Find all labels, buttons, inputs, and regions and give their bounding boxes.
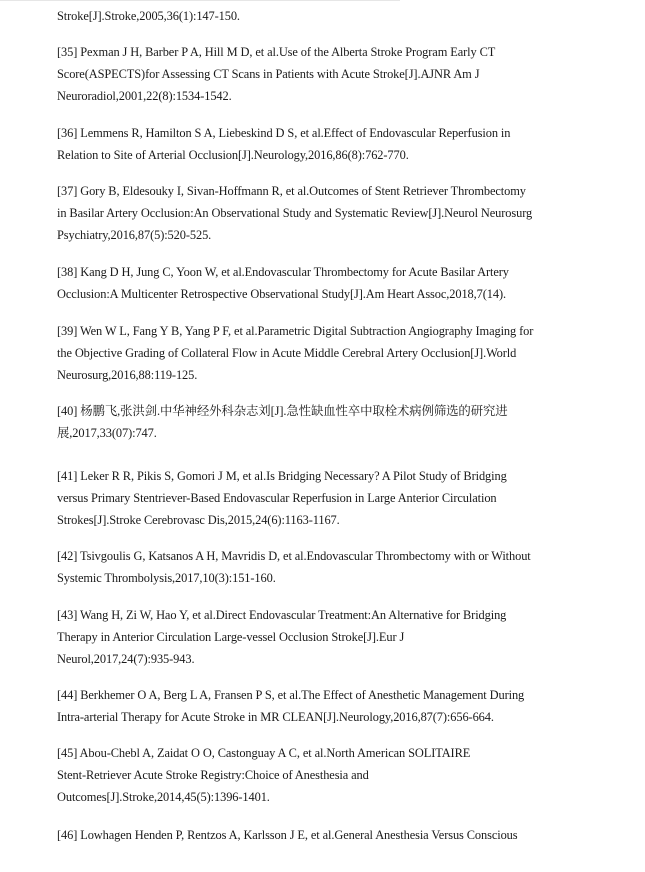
reference-line: Neuroradiol,2001,22(8):1534-1542. [57, 89, 232, 103]
reference-line: [40] 杨鹏飞,张洪剑.中华神经外科杂志刘[J].急性缺血性卒中取栓术病例筛选的研究进 [57, 404, 508, 418]
reference-line: Therapy in Anterior Circulation Large-vessel Occlusion Stroke[J].Eur J [57, 630, 405, 644]
reference-line: Occlusion:A Multicenter Retrospective Observational Study[J].Am Heart Assoc,2018,7(14). [57, 287, 506, 301]
reference-line: [43] Wang H, Zi W, Hao Y, et al.Direct Endovascular Treatment:An Alternative for Bridging [57, 608, 507, 622]
reference-line: Neurol,2017,24(7):935-943. [57, 652, 195, 666]
reference-line: [37] Gory B, Eldesouky I, Sivan-Hoffmann R, et al.Outcomes of Stent Retriever Thrombectomy [57, 184, 526, 198]
reference-line: [35] Pexman J H, Barber P A, Hill M D, et al.Use of the Alberta Stroke Program Early CT [57, 45, 496, 59]
reference-35 [57, 41, 577, 107]
reference-line: [44] Berkhemer O A, Berg L A, Fransen P S, et al.The Effect of Anesthetic Management During [57, 688, 525, 702]
reference-line: in Basilar Artery Occlusion:An Observational Study and Systematic Review[J].Neurol Neurosurg [57, 206, 533, 220]
reference-43 [57, 604, 577, 670]
reference-line: Outcomes[J].Stroke,2014,45(5):1396-1401. [57, 790, 270, 804]
reference-41 [57, 465, 577, 531]
reference-34-tail [57, 5, 577, 27]
reference-line: [42] Tsivgoulis G, Katsanos A H, Mavridis D, et al.Endovascular Thrombectomy with or Without [57, 549, 531, 563]
reference-42 [57, 545, 577, 589]
reference-line: versus Primary Stentriever-Based Endovascular Reperfusion in Large Anterior Circulation [57, 491, 497, 505]
reference-line: [46] Lowhagen Henden P, Rentzos A, Karlsson J E, et al.General Anesthesia Versus Conscious [57, 828, 518, 842]
reference-line: [38] Kang D H, Jung C, Yoon W, et al.Endovascular Thrombectomy for Acute Basilar Artery [57, 265, 509, 279]
reference-40 [57, 400, 577, 444]
reference-line: the Objective Grading of Collateral Flow in Acute Middle Cerebral Artery Occlusion[J].World [57, 346, 517, 360]
reference-45 [57, 742, 577, 808]
reference-46 [57, 824, 577, 846]
page-top-divider [0, 0, 400, 1]
reference-line: Neurosurg,2016,88:119-125. [57, 368, 198, 382]
reference-44 [57, 684, 577, 728]
reference-38 [57, 261, 577, 305]
reference-line: Score(ASPECTS)for Assessing CT Scans in Patients with Acute Stroke[J].AJNR Am J [57, 67, 480, 81]
reference-line: [45] Abou-Chebl A, Zaidat O O, Castonguay A C, et al.North American SOLITAIRE [57, 746, 471, 760]
reference-37 [57, 180, 577, 246]
reference-line: Relation to Site of Arterial Occlusion[J].Neurology,2016,86(8):762-770. [57, 148, 409, 162]
reference-line: [41] Leker R R, Pikis S, Gomori J M, et al.Is Bridging Necessary? A Pilot Study of Bridging [57, 469, 507, 483]
reference-36 [57, 122, 577, 166]
reference-line: [39] Wen W L, Fang Y B, Yang P F, et al.Parametric Digital Subtraction Angiography Imaging for [57, 324, 534, 338]
reference-line: Systemic Thrombolysis,2017,10(3):151-160. [57, 571, 276, 585]
reference-line: Psychiatry,2016,87(5):520-525. [57, 228, 212, 242]
reference-line: Strokes[J].Stroke Cerebrovasc Dis,2015,24(6):1163-1167. [57, 513, 340, 527]
reference-line: [36] Lemmens R, Hamilton S A, Liebeskind D S, et al.Effect of Endovascular Reperfusion in [57, 126, 511, 140]
reference-line: Intra-arterial Therapy for Acute Stroke in MR CLEAN[J].Neurology,2016,87(7):656-664. [57, 710, 494, 724]
reference-39 [57, 320, 577, 386]
reference-line: Stent-Retriever Acute Stroke Registry:Choice of Anesthesia and [57, 768, 369, 782]
reference-line: Stroke[J].Stroke,2005,36(1):147-150. [57, 9, 240, 23]
reference-line: 展,2017,33(07):747. [57, 426, 157, 440]
